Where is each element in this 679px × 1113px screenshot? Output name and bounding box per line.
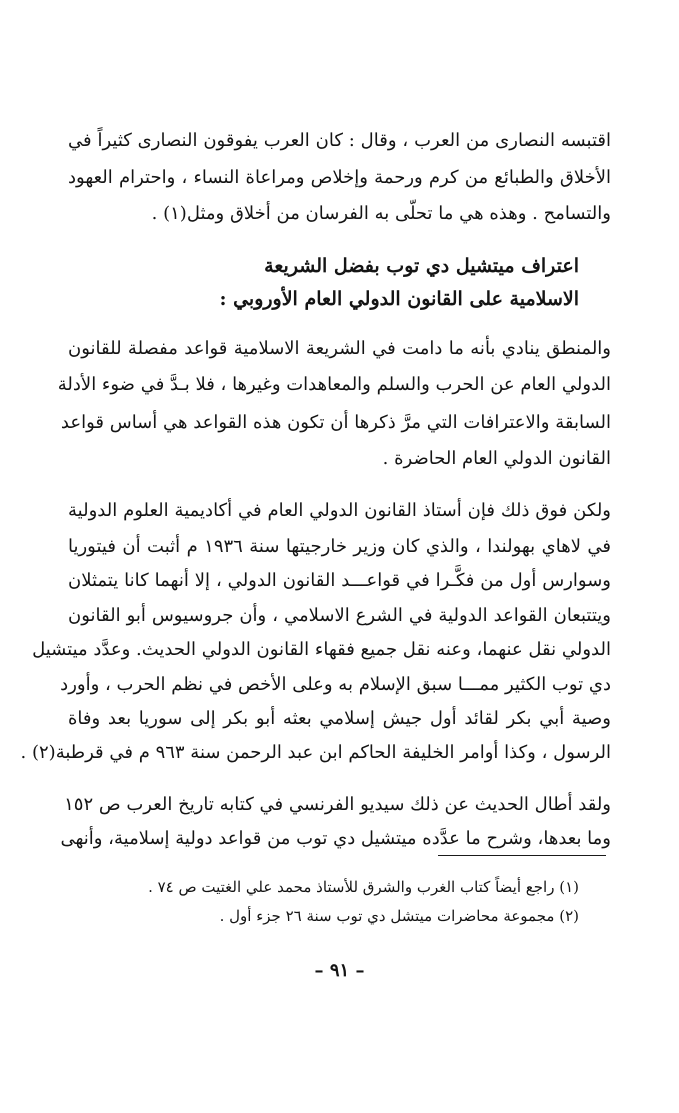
paragraph-3-line-5: الدولي نقل عنهما، وعنه نقل جميع فقهاء القانون الدولي الحديث. وعدَّد ميتشيل xyxy=(32,639,611,660)
section-heading-line-2: الاسلامية على القانون الدولي العام الأوروبي : xyxy=(219,288,579,310)
footnote-separator xyxy=(438,855,606,856)
paragraph-3-line-8: الرسول ، وكذا أوامر الخليفة الحاكم ابن عبد الرحمن سنة ٩٦٣ م في قرطبة(٢) . xyxy=(20,742,611,763)
paragraph-3-line-1: ولكن فوق ذلك فإن أستاذ القانون الدولي العام في أكاديمية العلوم الدولية xyxy=(68,500,611,521)
paragraph-2-line-3: السابقة والاعترافات التي مرَّ ذكرها أن تكون هذه القواعد هي أساس قواعد xyxy=(60,412,611,433)
paragraph-2-line-4: القانون الدولي العام الحاضرة . xyxy=(382,448,611,469)
paragraph-3-line-6: دي توب الكثير ممـــا سبق الإسلام به وعلى الأخص في نظم الحرب ، وأورد xyxy=(60,674,611,695)
paragraph-2-line-1: والمنطق ينادي بأنه ما دامت في الشريعة الاسلامية قواعد مفصلة للقانون xyxy=(68,338,611,359)
paragraph-1-line-1: اقتبسه النصارى من العرب ، وقال : كان العرب يفوقون النصارى كثيراً في xyxy=(68,130,611,151)
footnote-1: (١) راجع أيضاً كتاب الغرب والشرق للأستاذ محمد علي الغتيت ص ٧٤ . xyxy=(148,878,579,896)
section-heading-line-1: اعتراف ميتشيل دي توب بفضل الشريعة xyxy=(264,255,579,277)
footnote-2: (٢) مجموعة محاضرات ميتشل دي توب سنة ٢٦ جزء أول . xyxy=(219,907,579,925)
paragraph-3-line-3: وسوارس أول من فكَّـرا في قواعـــد القانون الدولي ، إلا أنهما كانا يتمثلان xyxy=(68,570,611,591)
paragraph-1-line-2: الأخلاق والطبائع من كرم ورحمة وإخلاص ومراعاة النساء ، واحترام العهود xyxy=(68,167,611,188)
paragraph-2-line-2: الدولي العام عن الحرب والسلم والمعاهدات وغيرها ، فلا بـدَّ في ضوء الأدلة xyxy=(57,374,611,395)
paragraph-3-line-4: ويتتبعان القواعد الدولية في الشرع الاسلامي ، وأن جروسيوس أبو القانون xyxy=(68,605,611,626)
paragraph-1-line-3: والتسامح . وهذه هي ما تحلّى به الفرسان من أخلاق ومثل(١) . xyxy=(151,203,611,224)
paragraph-4-line-1: ولقد أطال الحديث عن ذلك سيديو الفرنسي في كتابه تاريخ العرب ص ١٥٢ xyxy=(64,794,611,815)
paragraph-3-line-7: وصية أبي بكر لقائد أول جيش إسلامي بعثه أبو بكر إلى سوريا بعد وفاة xyxy=(68,708,611,729)
page-number: – ٩١ – xyxy=(314,960,365,981)
paragraph-4-line-2: وما بعدها، وشرح ما عدَّده ميتشيل دي توب من قواعد دولية إسلامية، وأنهى xyxy=(60,828,611,849)
paragraph-3-line-2: في لاهاي بهولندا ، والذي كان وزير خارجيتها سنة ١٩٣٦ م أثبت أن فيتوريا xyxy=(68,536,611,557)
